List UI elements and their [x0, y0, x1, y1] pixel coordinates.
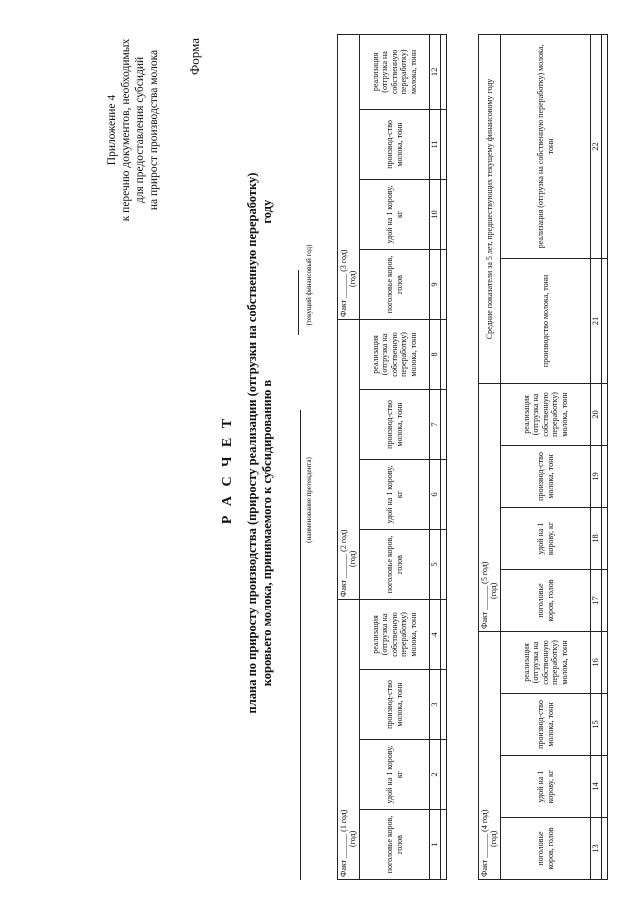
- subtitle-line-2-right: году: [260, 199, 274, 224]
- column-header: удой на 1 корову, кг: [501, 756, 591, 818]
- column-number: 12: [430, 34, 441, 109]
- column-header: поголовье коров, голов: [360, 529, 430, 599]
- column-number: 11: [430, 109, 441, 179]
- column-number: 9: [430, 249, 441, 319]
- column-header: производ-ство молока, тонн: [501, 694, 591, 756]
- document-subtitle: [245, 63, 275, 823]
- column-number: 1: [430, 810, 441, 880]
- column-header: поголовье коров, голов: [501, 569, 591, 631]
- column-number: 15: [591, 694, 602, 756]
- column-header: реализация (отгрузка на собственную переработку) молока, тонн: [501, 383, 591, 445]
- applicant-underline: [300, 410, 301, 880]
- form-label: Форма: [187, 38, 202, 75]
- column-number: 5: [430, 529, 441, 599]
- annex-line: для предоставления субсидий: [134, 56, 146, 204]
- annex-line: к перечню документов, необходимых: [120, 38, 132, 222]
- year-underline: [298, 270, 299, 335]
- column-header: производ-ство молока, тонн: [360, 670, 430, 740]
- column-header: реализация (отгрузка на собственную переработку) молока, тонн: [501, 34, 591, 258]
- applicant-note: (наименование претендента): [305, 457, 313, 543]
- column-number: 6: [430, 459, 441, 529]
- column-header: поголовье коров, голов: [360, 810, 430, 880]
- group-header: Факт ______ (3 год) (год): [338, 34, 360, 319]
- column-number: 14: [591, 756, 602, 818]
- group-header: Факт ______ (4 год) (год): [479, 631, 501, 879]
- column-header: удой на 1 корову, кг: [360, 459, 430, 529]
- column-number: 22: [591, 34, 602, 258]
- document-title: Р А С Ч Е Т: [220, 415, 235, 525]
- column-number: 8: [430, 319, 441, 389]
- column-number: 21: [591, 258, 602, 383]
- avg-header: Средние показатели за 5 лет, предшествующих текущему финансовому году: [479, 34, 501, 383]
- subtitle-line-2-left: коровьего молока, принимаемого к субсидированию в: [260, 379, 274, 687]
- group-header: Факт ______ (2 год) (год): [338, 319, 360, 599]
- group-header: Факт ______ (1 год) (год): [338, 599, 360, 879]
- column-header: поголовье коров, голов: [501, 818, 591, 880]
- column-number: 7: [430, 389, 441, 459]
- column-header: производ-ство молока, тонн: [360, 109, 430, 179]
- column-header: производ-ство молока, тонн: [360, 389, 430, 459]
- table-2: [478, 34, 608, 880]
- column-header: реализация (отгрузка на собственную переработку) молока, тонн: [360, 319, 430, 389]
- column-number: 16: [591, 631, 602, 693]
- column-header: реализация (отгрузка на собственную переработку) молока, тонн: [360, 599, 430, 669]
- table-1: [337, 34, 447, 880]
- column-header: производство молока, тонн: [501, 258, 591, 383]
- column-header: реализация (отгрузка на собственную переработку) молока, тонн: [501, 631, 591, 693]
- column-number: 10: [430, 179, 441, 249]
- column-number: 17: [591, 569, 602, 631]
- column-header: реализация (отгрузка на собственную переработку) молока, тонн: [360, 34, 430, 109]
- column-number: 19: [591, 445, 602, 507]
- column-header: производ-ство молока, тонн: [501, 445, 591, 507]
- column-number: 20: [591, 383, 602, 445]
- column-number: 4: [430, 599, 441, 669]
- year-note: (текущий финансовый год): [305, 244, 313, 326]
- annex-line: на прирост производства молока: [148, 49, 160, 211]
- subtitle-line-2: [260, 63, 275, 823]
- column-header: удой на 1 корову, кг: [360, 179, 430, 249]
- column-header: удой на 1 корову, кг: [360, 740, 430, 810]
- group-header: Факт ______ (5 год) (год): [479, 383, 501, 631]
- subtitle-line-1: плана по приросту производства (приросту реализации (отгрузки на собственную переработку): [245, 172, 259, 714]
- column-number: 18: [591, 507, 602, 569]
- column-header: удой на 1 корову, кг: [501, 507, 591, 569]
- column-number: 2: [430, 740, 441, 810]
- column-number: 13: [591, 818, 602, 880]
- annex-block: [105, 25, 161, 235]
- annex-line: Приложение 4: [106, 94, 118, 166]
- column-header: поголовье коров, голов: [360, 249, 430, 319]
- column-number: 3: [430, 670, 441, 740]
